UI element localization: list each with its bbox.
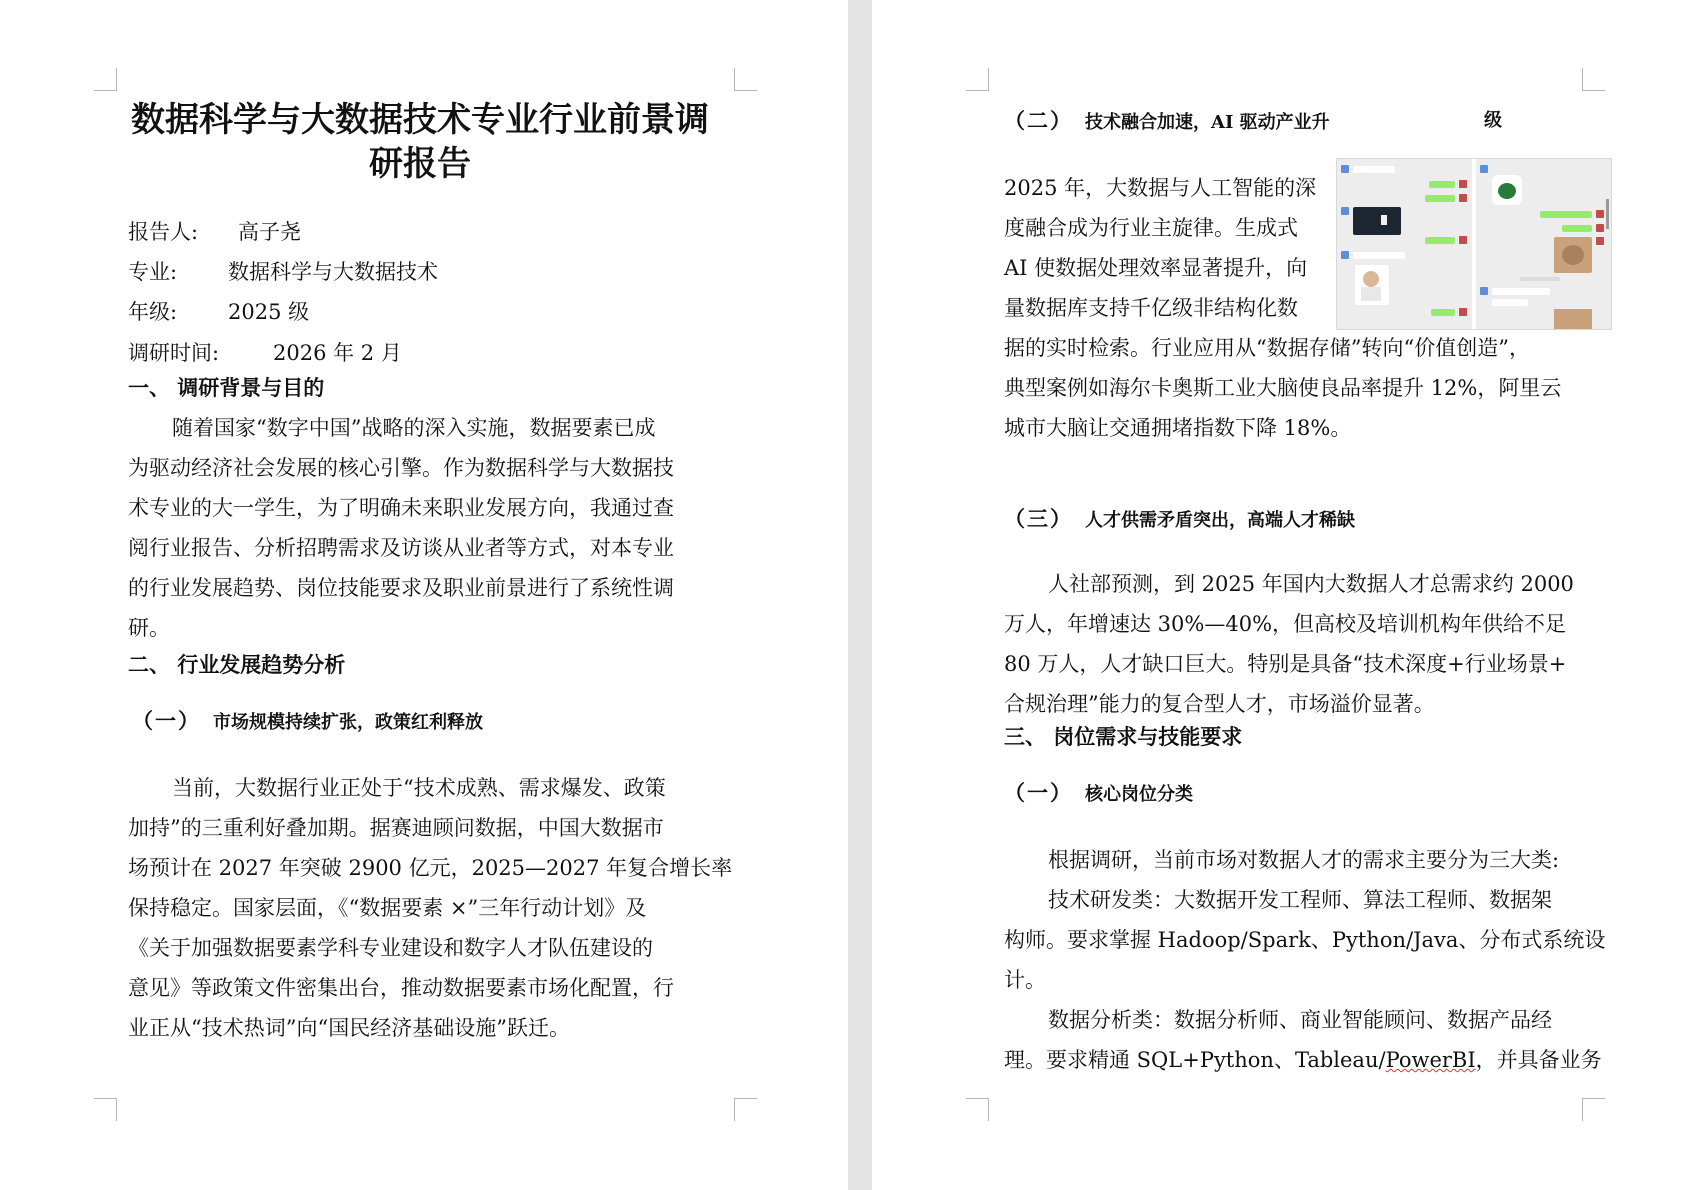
paragraph-line: 数据分析类：数据分析师、商业智能顾问、数据产品经	[1048, 1008, 1552, 1032]
paragraph-line: 据的实时检索。行业应用从“数据存储”转向“价值创造”，	[1004, 336, 1530, 360]
subsection-title: 核心岗位分类	[1085, 784, 1193, 805]
major-row	[128, 258, 438, 286]
paragraph-line: 量数据库支持千亿级非结构化数	[1004, 296, 1298, 320]
subsection-title: 市场规模持续扩张，政策红利释放	[213, 712, 483, 733]
major-label: 专业:	[128, 260, 178, 284]
paragraph-line: 保持稳定。国家层面，《“数据要素 ×”三年行动计划》及	[128, 896, 647, 920]
section-2-heading: 二、 行业发展趋势分析	[128, 652, 346, 677]
paragraph-line: 阅行业报告、分析招聘需求及访谈从业者等方式，对本专业	[128, 536, 674, 560]
crop-mark	[94, 1098, 117, 1121]
subsection-number: （一）	[132, 708, 201, 733]
time-value: 2026 年 2 月	[273, 341, 402, 365]
paragraph-line: 的行业发展趋势、岗位技能要求及职业前景进行了系统性调	[128, 576, 674, 600]
crop-mark	[966, 68, 989, 91]
title-line-1: 数据科学与大数据技术专业行业前景调	[131, 100, 709, 140]
reporter-value: 高子尧	[238, 220, 301, 244]
paragraph-line: 城市大脑让交通拥堵指数下降 18%。	[1004, 416, 1352, 440]
subsection-2-2-heading	[1004, 108, 1330, 136]
subsection-number: （三）	[1004, 506, 1073, 531]
text-run: ，并具备业务	[1475, 1048, 1602, 1072]
crop-mark	[1582, 1098, 1605, 1121]
subsection-2-1-paragraph	[128, 768, 732, 1048]
paragraph-line: 加持”的三重利好叠加期。据赛迪顾问数据，中国大数据市	[128, 816, 664, 840]
document-title	[110, 98, 730, 186]
paragraph-line: 意见》等政策文件密集出台，推动数据要素市场化配置，行	[128, 976, 674, 1000]
subsection-3-1-heading	[1004, 780, 1193, 808]
paragraph-line: 《关于加强数据要素学科专业建设和数字人才队伍建设的	[128, 936, 653, 960]
paragraph-line: 2025 年，大数据与人工智能的深	[1004, 176, 1317, 200]
paragraph-line: 构师。要求掌握 Hadoop/Spark、Python/Java、分布式系统设	[1004, 928, 1606, 952]
paragraph-line: 为驱动经济社会发展的核心引擎。作为数据科学与大数据技	[128, 456, 674, 480]
crop-mark	[1582, 68, 1605, 91]
analysis-category-paragraph	[1004, 1000, 1602, 1080]
section-3-heading: 三、 岗位需求与技能要求	[1004, 724, 1243, 749]
text-run: 理。要求精通 SQL+Python、Tableau/	[1004, 1048, 1386, 1072]
subsection-2-1-heading	[132, 708, 483, 736]
grade-label: 年级:	[128, 300, 178, 324]
major-value: 数据科学与大数据技术	[228, 260, 438, 284]
crop-mark	[734, 1098, 757, 1121]
subsection-2-2-paragraph	[1004, 168, 1561, 448]
subsection-number: （二）	[1004, 108, 1073, 133]
time-row	[128, 339, 402, 367]
grade-value: 2025 级	[228, 300, 310, 324]
paragraph-line	[1004, 1040, 1602, 1080]
section-1-paragraph	[128, 408, 674, 648]
paragraph-line: 业正从“技术热词”向“国民经济基础设施”跃迁。	[128, 1016, 570, 1040]
subsection-title: 人才供需矛盾突出，高端人才稀缺	[1085, 510, 1355, 531]
reporter-label: 报告人:	[128, 220, 199, 244]
paragraph-line: 场预计在 2027 年突破 2900 亿元，2025—2027 年复合增长率	[128, 856, 733, 880]
paragraph-line: 计。	[1004, 968, 1046, 992]
subsection-number: （一）	[1004, 780, 1073, 805]
subsection-2-3-paragraph	[1004, 564, 1574, 724]
title-line-2: 研报告	[369, 144, 471, 184]
subsection-2-3-heading	[1004, 506, 1355, 534]
document-page-1	[0, 0, 848, 1190]
paragraph-line: 典型案例如海尔卡奥斯工业大脑使良品率提升 12%，阿里云	[1004, 376, 1562, 400]
subsection-3-1-intro: 根据调研，当前市场对数据人才的需求主要分为三大类:	[1048, 848, 1560, 872]
subsection-2-2-heading-tail: 级	[1484, 110, 1502, 131]
paragraph-line: AI 使数据处理效率显著提升，向	[1004, 256, 1308, 280]
paragraph-line: 80 万人，人才缺口巨大。特别是具备“技术深度+行业场景+	[1004, 652, 1567, 676]
spellcheck-underlined-word: PowerBI	[1385, 1048, 1476, 1072]
time-label: 调研时间:	[128, 341, 220, 365]
paragraph-line: 技术研发类：大数据开发工程师、算法工程师、数据架	[1048, 888, 1552, 912]
paragraph-line: 随着国家“数字中国”战略的深入实施，数据要素已成	[172, 416, 656, 440]
paragraph-line: 当前，大数据行业正处于“技术成熟、需求爆发、政策	[172, 776, 666, 800]
paragraph-line: 合规治理”能力的复合型人才，市场溢价显著。	[1004, 692, 1435, 716]
paragraph-line: 研。	[128, 616, 170, 640]
paragraph-line: 度融合成为行业主旋律。生成式	[1004, 216, 1298, 240]
crop-mark	[94, 68, 117, 91]
tech-category-paragraph	[1004, 880, 1605, 1000]
reporter-row	[128, 218, 301, 246]
grade-row	[128, 298, 309, 326]
subsection-title: 技术融合加速，AI 驱动产业升	[1085, 112, 1330, 133]
crop-mark	[966, 1098, 989, 1121]
crop-mark	[734, 68, 757, 91]
paragraph-line: 万人，年增速达 30%—40%，但高校及培训机构年供给不足	[1004, 612, 1567, 636]
section-1-heading: 一、 调研背景与目的	[128, 375, 325, 400]
paragraph-line: 人社部预测，到 2025 年国内大数据人才总需求约 2000	[1048, 572, 1574, 596]
page-gutter	[848, 0, 872, 1190]
paragraph-line: 术专业的大一学生，为了明确未来职业发展方向，我通过查	[128, 496, 674, 520]
